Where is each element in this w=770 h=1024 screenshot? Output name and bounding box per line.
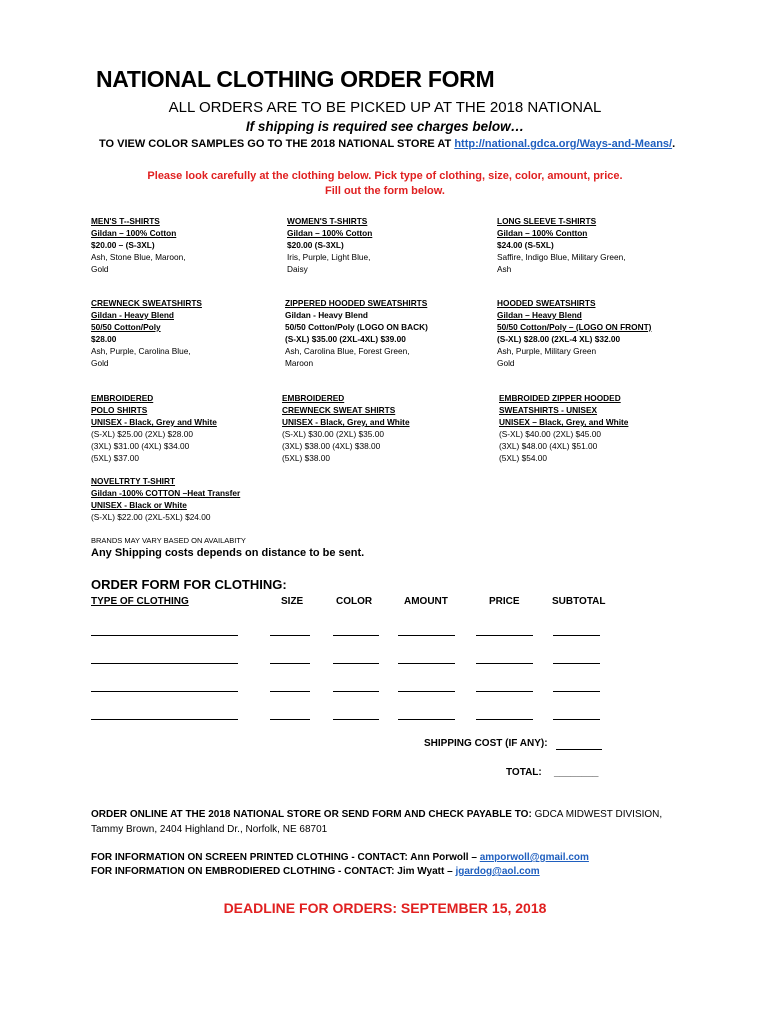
product-unisex: UNISEX - Black, Grey, and White (282, 417, 410, 427)
brands-note: BRANDS MAY VARY BASED ON AVAILABITY (91, 536, 246, 545)
instructions-line-2: Fill out the form below. (325, 185, 445, 197)
type-field[interactable] (91, 635, 238, 636)
product-price: (S-XL) $35.00 (2XL-4XL) $39.00 (285, 334, 406, 344)
shipping-cost-label: SHIPPING COST (IF ANY): (424, 738, 548, 749)
order-online-bold: ORDER ONLINE AT THE 2018 NATIONAL STORE OR SEND FORM AND CHECK PAYABLE TO: (91, 809, 532, 820)
product-colors: Gold (497, 358, 515, 368)
total-field[interactable]: ________ (554, 767, 599, 778)
order-online-line (91, 809, 662, 820)
product-blend: 50/50 Cotton/Poly – (LOGO ON FRONT) (497, 322, 652, 332)
product-colors: Saffire, Indigo Blue, Military Green, (497, 252, 626, 262)
page-title: NATIONAL CLOTHING ORDER FORM (96, 66, 495, 92)
product-price: $24.00 (S-5XL) (497, 240, 554, 250)
amount-field[interactable] (398, 719, 455, 720)
shipping-cost-field[interactable] (556, 749, 602, 750)
product-price: (S-XL) $40.00 (2XL) $45.00 (499, 429, 601, 439)
price-field[interactable] (476, 635, 533, 636)
product-brand: Gildan - Heavy Blend (285, 310, 368, 320)
subtotal-field[interactable] (553, 719, 600, 720)
product-price: (S-XL) $30.00 (2XL) $35.00 (282, 429, 384, 439)
column-size: SIZE (281, 596, 304, 607)
deadline-notice: DEADLINE FOR ORDERS: SEPTEMBER 15, 2018 (223, 900, 547, 916)
size-field[interactable] (270, 635, 310, 636)
product-name: EMBROIDERED (282, 393, 345, 403)
product-colors: Ash (497, 264, 512, 274)
product-mens-tshirts (91, 215, 186, 275)
product-name: EMBROIDERED (91, 393, 154, 403)
price-field[interactable] (476, 691, 533, 692)
product-price: (S-XL) $28.00 (2XL-4 XL) $32.00 (497, 334, 621, 344)
pickup-subtitle: ALL ORDERS ARE TO BE PICKED UP AT THE 2018 NATIONAL (168, 99, 602, 116)
color-field[interactable] (333, 691, 379, 692)
color-field[interactable] (333, 635, 379, 636)
size-field[interactable] (270, 663, 310, 664)
product-price: (5XL) $54.00 (499, 453, 547, 463)
subtotal-field[interactable] (553, 691, 600, 692)
size-field[interactable] (270, 691, 310, 692)
product-colors: Maroon (285, 358, 314, 368)
color-field[interactable] (333, 719, 379, 720)
product-embroidered-polo (91, 392, 217, 464)
product-brand: Gildan – 100% Cotton (287, 228, 373, 238)
product-hooded-sweatshirts (497, 297, 651, 369)
product-name-line-2: SWEATSHIRTS - UNISEX (499, 405, 598, 415)
product-price: $20.00 (S-3XL) (287, 240, 344, 250)
type-field[interactable] (91, 719, 238, 720)
size-field[interactable] (270, 719, 310, 720)
product-colors: Iris, Purple, Light Blue, (287, 252, 371, 262)
shipping-note: If shipping is required see charges below… (245, 119, 525, 134)
product-brand: Gildan -100% COTTON –Heat Transfer (91, 488, 241, 498)
product-brand: Gildan – Heavy Blend (497, 310, 582, 320)
screen-printed-contact (91, 852, 589, 863)
product-colors: Ash, Stone Blue, Maroon, (91, 252, 186, 262)
embroidered-contact-text: FOR INFORMATION ON EMBRODIERED CLOTHING - CONTACT: Jim Wyatt – (91, 866, 456, 877)
product-long-sleeve (497, 215, 626, 275)
product-name: WOMEN'S T-SHIRTS (287, 216, 368, 226)
color-samples-end: . (672, 138, 676, 150)
product-colors: Gold (91, 358, 109, 368)
product-price: (3XL) $31.00 (4XL) $34.00 (91, 441, 190, 451)
product-name: EMBROIDED ZIPPER HOODED (499, 393, 621, 403)
product-blend: 50/50 Cotton/Poly (91, 322, 161, 332)
column-subtotal: SUBTOTAL (552, 596, 606, 607)
type-field[interactable] (91, 663, 238, 664)
product-brand: Gildan – 100% Cotton (91, 228, 177, 238)
color-samples-line (99, 138, 675, 150)
color-field[interactable] (333, 663, 379, 664)
product-embroidered-crewneck (282, 392, 410, 464)
product-price: (5XL) $37.00 (91, 453, 139, 463)
product-unisex: UNISEX - Black or White (91, 500, 187, 510)
screen-printed-contact-text: FOR INFORMATION ON SCREEN PRINTED CLOTHING - CONTACT: Ann Porwoll – (91, 852, 480, 863)
amount-field[interactable] (398, 691, 455, 692)
product-price: (5XL) $38.00 (282, 453, 330, 463)
product-brand: Gildan - Heavy Blend (91, 310, 174, 320)
column-color: COLOR (336, 596, 373, 607)
national-store-link[interactable]: http://national.gdca.org/Ways-and-Means/ (454, 138, 673, 150)
product-price: (S-XL) $25.00 (2XL) $28.00 (91, 429, 193, 439)
product-colors: Gold (91, 264, 109, 274)
order-online-payee: GDCA MIDWEST DIVISION, (531, 809, 663, 820)
product-name: ZIPPERED HOODED SWEATSHIRTS (285, 298, 428, 308)
column-type-of-clothing: TYPE OF CLOTHING (91, 596, 189, 607)
type-field[interactable] (91, 691, 238, 692)
product-womens-tshirts (287, 215, 372, 275)
product-name-line-2: POLO SHIRTS (91, 405, 148, 415)
product-name: CREWNECK SWEATSHIRTS (91, 298, 202, 308)
product-name: HOODED SWEATSHIRTS (497, 298, 596, 308)
product-colors: Ash, Carolina Blue, Forest Green, (285, 346, 410, 356)
product-price: $20.00 – (S-3XL) (91, 240, 155, 250)
product-colors: Ash, Purple, Military Green (497, 346, 597, 356)
price-field[interactable] (476, 719, 533, 720)
instructions-line-1: Please look carefully at the clothing below. Pick type of clothing, size, color, amount, price. (147, 170, 623, 182)
screen-printed-email-link[interactable]: amporwoll@gmail.com (479, 852, 589, 863)
product-colors: Ash, Purple, Carolina Blue, (91, 346, 191, 356)
product-novelty-tshirt (91, 475, 240, 523)
subtotal-field[interactable] (553, 635, 600, 636)
product-name: NOVELTRTY T-SHIRT (91, 476, 176, 486)
product-name: LONG SLEEVE T-SHIRTS (497, 216, 597, 226)
product-unisex: UNISEX – Black, Grey, and White (499, 417, 629, 427)
amount-field[interactable] (398, 663, 455, 664)
product-price: (S-XL) $22.00 (2XL-5XL) $24.00 (91, 512, 211, 522)
product-zippered-hooded (285, 297, 428, 369)
column-price: PRICE (489, 596, 520, 607)
subtotal-field[interactable] (553, 663, 600, 664)
shipping-costs-note: Any Shipping costs depends on distance to be sent. (91, 547, 365, 559)
embroidered-email-link[interactable]: jgardog@aol.com (455, 866, 540, 877)
price-field[interactable] (476, 663, 533, 664)
product-price: (3XL) $48.00 (4XL) $51.00 (499, 441, 598, 451)
product-blend: 50/50 Cotton/Poly (LOGO ON BACK) (285, 322, 428, 332)
total-label: TOTAL: (506, 767, 542, 778)
product-unisex: UNISEX - Black, Grey and White (91, 417, 217, 427)
product-colors: Daisy (287, 264, 308, 274)
color-samples-text: TO VIEW COLOR SAMPLES GO TO THE 2018 NATIONAL STORE AT (99, 138, 455, 150)
product-price: (3XL) $38.00 (4XL) $38.00 (282, 441, 381, 451)
product-name-line-2: CREWNECK SWEAT SHIRTS (282, 405, 396, 415)
amount-field[interactable] (398, 635, 455, 636)
product-crewneck-sweatshirts (91, 297, 202, 369)
product-brand: Gildan – 100% Contton (497, 228, 588, 238)
mailing-address: Tammy Brown, 2404 Highland Dr., Norfolk, NE 68701 (91, 824, 328, 835)
order-form-heading: ORDER FORM FOR CLOTHING: (91, 577, 287, 592)
embroidered-contact (91, 866, 540, 877)
product-embroided-zipper-hooded (499, 392, 628, 464)
product-name: MEN'S T--SHIRTS (91, 216, 160, 226)
product-price: $28.00 (91, 334, 117, 344)
column-amount: AMOUNT (404, 596, 448, 607)
